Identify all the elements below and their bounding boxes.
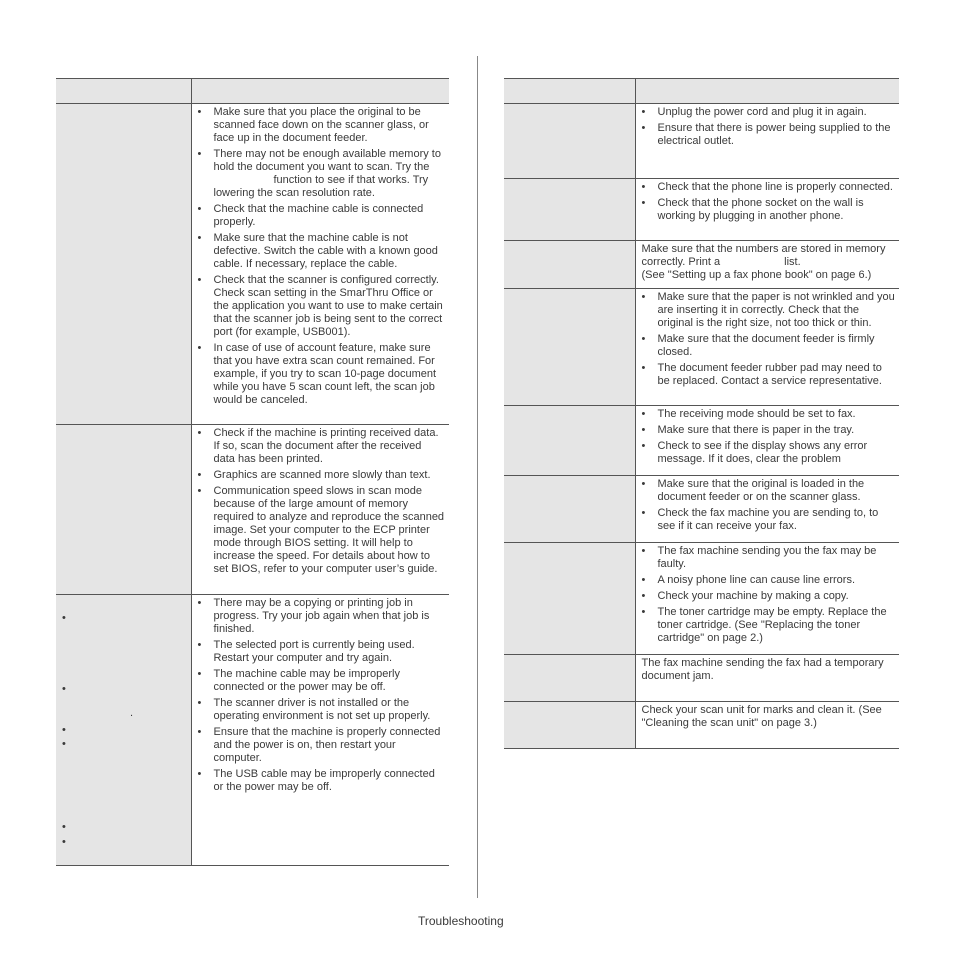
right-table-row bbox=[504, 241, 899, 289]
right-solution-cell bbox=[635, 476, 899, 543]
list-item: • The USB cable may be improperly connected or the power may be off. bbox=[198, 768, 446, 794]
left-table-header-row bbox=[56, 79, 449, 104]
left-condition-cell bbox=[56, 425, 191, 595]
left-solution-cell bbox=[191, 425, 449, 595]
stray-bullet: • bbox=[62, 683, 66, 695]
left-header-condition-cell bbox=[56, 79, 191, 104]
solution-list bbox=[198, 597, 446, 794]
left-table-row bbox=[56, 425, 449, 595]
solution-text-part: Make sure that the numbers are stored in memory correctly. Print a bbox=[641, 243, 886, 268]
stray-bullet: • bbox=[62, 821, 66, 833]
list-item: • Check that the phone line is properly connected. bbox=[642, 181, 896, 194]
right-header-solution-cell bbox=[635, 79, 899, 104]
right-solution-cell bbox=[635, 406, 899, 476]
right-condition-cell bbox=[504, 179, 635, 241]
list-item: • Make sure that the machine cable is not defective. Switch the cable with a known good cable. If necessary, replace the cable. bbox=[198, 232, 446, 271]
right-solution-cell bbox=[635, 655, 899, 702]
right-table-row bbox=[504, 406, 899, 476]
list-item bbox=[198, 148, 446, 200]
solution-text: Check your scan unit for marks and clean it. (See "Cleaning the scan unit" on page 3.) bbox=[641, 704, 882, 729]
list-item: • The scanner driver is not installed or the operating environment is not set up properly. bbox=[198, 697, 446, 723]
right-table-header-row bbox=[504, 79, 899, 104]
left-header-solution-cell bbox=[191, 79, 449, 104]
left-table-row bbox=[56, 595, 449, 866]
list-item-text: There may not be enough available memory to hold the document you want to scan. Try the bbox=[213, 148, 441, 173]
solution-list bbox=[642, 106, 896, 148]
stray-bullet: • bbox=[62, 738, 66, 750]
stray-dot: . bbox=[130, 707, 134, 719]
list-item: • Check that the machine cable is connected properly. bbox=[198, 203, 446, 229]
left-troubleshooting-table bbox=[56, 78, 449, 866]
footer-label: Troubleshooting bbox=[418, 914, 504, 928]
list-item: • Unplug the power cord and plug it in again. bbox=[642, 106, 896, 119]
list-item: • There may be a copying or printing job in progress. Try your job again when that job is finished. bbox=[198, 597, 446, 636]
list-item: • Graphics are scanned more slowly than text. bbox=[198, 469, 446, 482]
solution-list bbox=[642, 291, 896, 388]
solution-list bbox=[198, 106, 446, 407]
right-solution-cell bbox=[635, 179, 899, 241]
right-table-row bbox=[504, 702, 899, 749]
stray-bullet: • bbox=[62, 836, 66, 848]
list-item: • The document feeder rubber pad may need to be replaced. Contact a service representative. bbox=[642, 362, 896, 388]
list-item: • Make sure that there is paper in the tray. bbox=[642, 424, 896, 437]
right-troubleshooting-table bbox=[504, 78, 899, 749]
left-condition-cell bbox=[56, 104, 191, 425]
stray-bullet: • bbox=[62, 612, 66, 624]
right-table-row bbox=[504, 289, 899, 406]
right-condition-cell bbox=[504, 241, 635, 289]
list-item: • Ensure that the machine is properly connected and the power is on, then restart your computer. bbox=[198, 726, 446, 765]
right-condition-cell bbox=[504, 476, 635, 543]
right-table-row bbox=[504, 476, 899, 543]
list-item: • Communication speed slows in scan mode because of the large amount of memory required to analyze and reproduce the scanned image. Set your computer to the ECP printer mode through BIOS setting. It will help to increase the speed. For details about how to set BIOS, refer to your computer user’s guide. bbox=[198, 485, 446, 576]
list-item: • The receiving mode should be set to fax. bbox=[642, 408, 896, 421]
left-solution-cell bbox=[191, 104, 449, 425]
list-item: • A noisy phone line can cause line errors. bbox=[642, 574, 896, 587]
list-item: • Check that the scanner is configured correctly. Check scan setting in the SmarThru Office or the application you want to use to make certain that the scanner job is being sent to the correct port (for example, USB001). bbox=[198, 274, 446, 339]
solution-text-part: (See "Setting up a fax phone book" on page 6.) bbox=[641, 269, 872, 281]
stray-bullet: • bbox=[62, 724, 66, 736]
right-condition-cell bbox=[504, 289, 635, 406]
right-table-row bbox=[504, 179, 899, 241]
list-item: • Make sure that you place the original to be scanned face down on the scanner glass, or face up in the document feeder. bbox=[198, 106, 446, 145]
list-item: • Make sure that the original is loaded in the document feeder or on the scanner glass. bbox=[642, 478, 896, 504]
right-condition-cell bbox=[504, 655, 635, 702]
list-item: • Check your machine by making a copy. bbox=[642, 590, 896, 603]
solution-list bbox=[198, 427, 446, 576]
list-item: • Check if the machine is printing received data. If so, scan the document after the received data has been printed. bbox=[198, 427, 446, 466]
right-condition-cell bbox=[504, 543, 635, 655]
list-item: • In case of use of account feature, make sure that you have extra scan count remained. For example, if you try to scan 10-page document while you have 5 scan count left, the scan job would be canceled. bbox=[198, 342, 446, 407]
list-item: • The toner cartridge may be empty. Replace the toner cartridge. (See "Replacing the toner cartridge" on page 2.) bbox=[642, 606, 896, 645]
solution-list bbox=[642, 408, 896, 466]
right-table-row bbox=[504, 104, 899, 179]
solution-text-part: list. bbox=[784, 256, 801, 268]
right-condition-cell bbox=[504, 406, 635, 476]
list-item: • Make sure that the paper is not wrinkled and you are inserting it in correctly. Check that the original is the right size, not too thick or thin. bbox=[642, 291, 896, 330]
right-solution-cell bbox=[635, 241, 899, 289]
solution-list bbox=[642, 545, 896, 645]
right-solution-cell bbox=[635, 104, 899, 179]
solution-list bbox=[642, 478, 896, 533]
list-item: • Check to see if the display shows any error message. If it does, clear the problem bbox=[642, 440, 896, 466]
right-solution-cell bbox=[635, 289, 899, 406]
right-condition-cell bbox=[504, 702, 635, 749]
list-item-text: function to see if that works. Try lowering the scan resolution rate. bbox=[213, 174, 429, 199]
list-item: • Check that the phone socket on the wall is working by plugging in another phone. bbox=[642, 197, 896, 223]
list-item: • Make sure that the document feeder is firmly closed. bbox=[642, 333, 896, 359]
right-solution-cell bbox=[635, 702, 899, 749]
list-item: • The fax machine sending you the fax may be faulty. bbox=[642, 545, 896, 571]
solution-list bbox=[642, 181, 896, 223]
list-item: • Check the fax machine you are sending to, to see if it can receive your fax. bbox=[642, 507, 896, 533]
right-condition-cell bbox=[504, 104, 635, 179]
list-item: • Ensure that there is power being supplied to the electrical outlet. bbox=[642, 122, 896, 148]
left-table-row bbox=[56, 104, 449, 425]
right-table-row bbox=[504, 655, 899, 702]
right-header-condition-cell bbox=[504, 79, 635, 104]
right-table-row bbox=[504, 543, 899, 655]
solution-text: The fax machine sending the fax had a temporary document jam. bbox=[641, 657, 884, 682]
solution-text bbox=[642, 243, 896, 282]
list-item: • The selected port is currently being used. Restart your computer and try again. bbox=[198, 639, 446, 665]
right-solution-cell bbox=[635, 543, 899, 655]
left-solution-cell bbox=[191, 595, 449, 866]
column-divider bbox=[477, 56, 478, 898]
left-condition-cell bbox=[56, 595, 191, 866]
list-item: • The machine cable may be improperly connected or the power may be off. bbox=[198, 668, 446, 694]
